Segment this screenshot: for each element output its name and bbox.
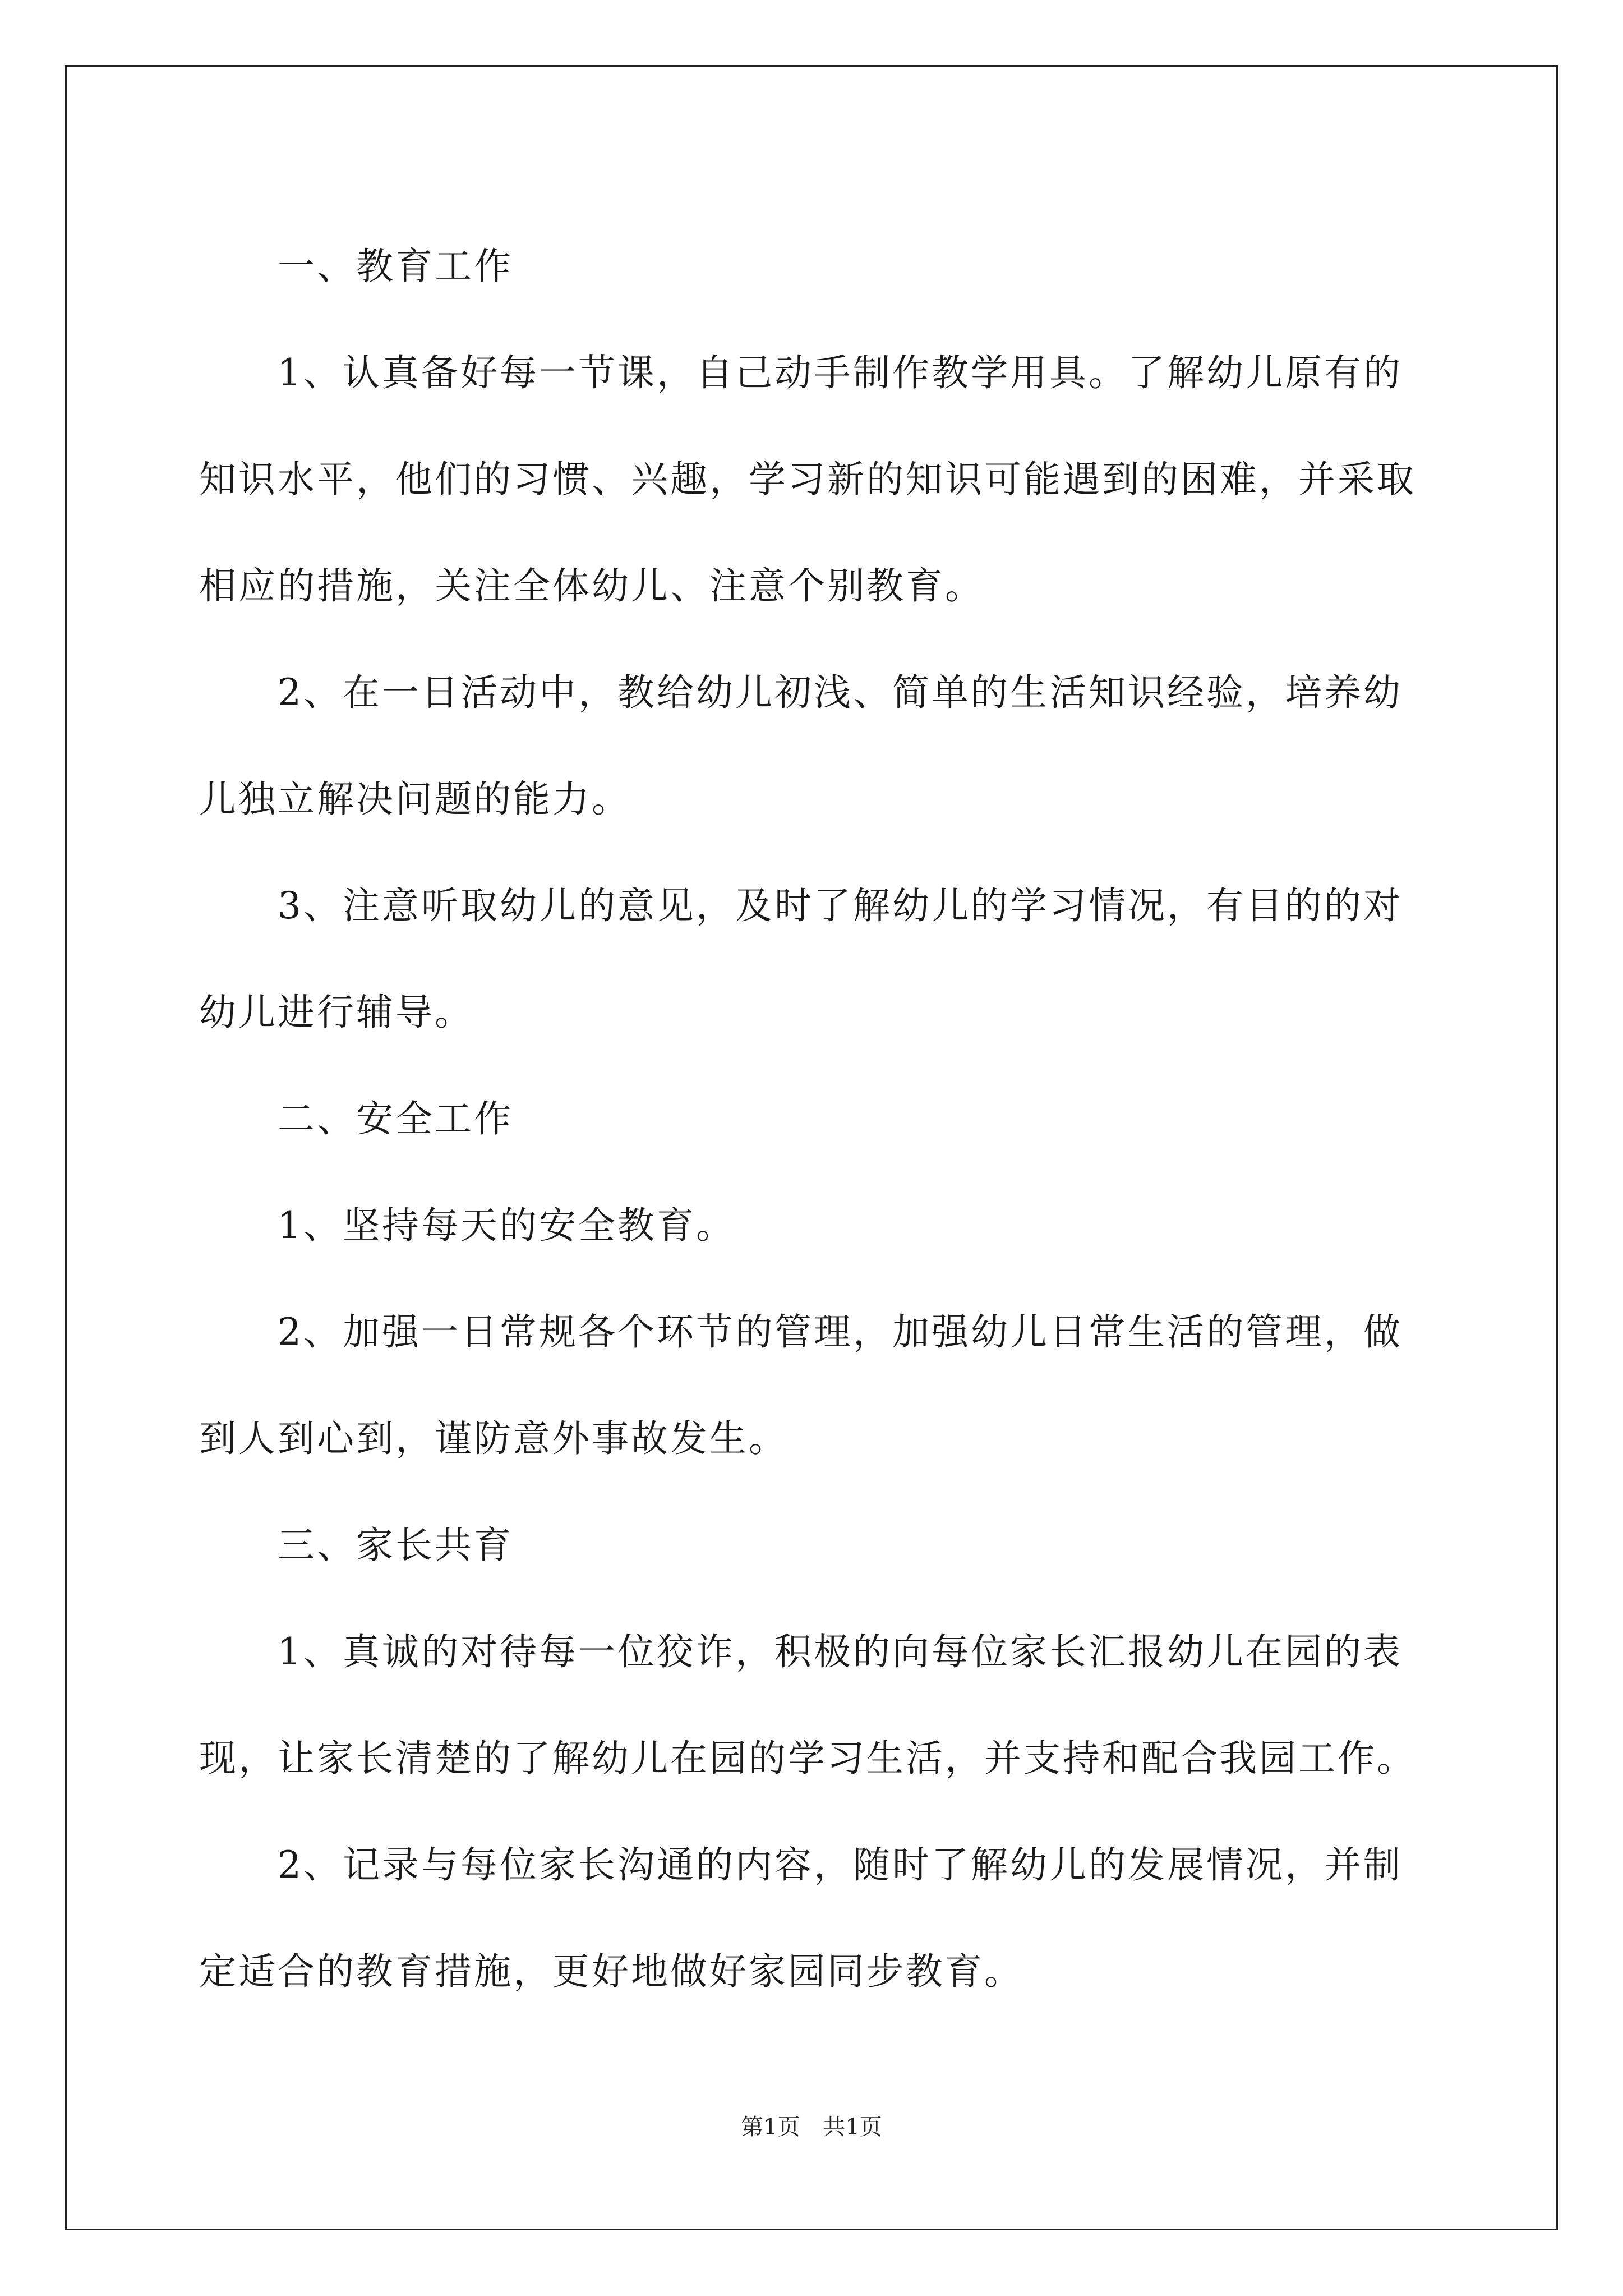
paragraph-parents-1: 1、真诚的对待每一位狡诈，积极的向每位家长汇报幼儿在园的表现，让家长清楚的了解幼儿在园的学习生活，并支持和配合我园工作。 (199, 1630, 1416, 1780)
page-number-current: 第1页 (741, 2114, 800, 2140)
paragraph-education-2: 2、在一日活动中，教给幼儿初浅、简单的生活知识经验，培养幼儿独立解决问题的能力。 (199, 671, 1403, 821)
page-number-total: 共1页 (823, 2114, 882, 2140)
page-footer (0, 2110, 1623, 2144)
paragraph-safety-2: 2、加强一日常规各个环节的管理，加强幼儿日常生活的管理，做到人到心到，谨防意外事故发生。 (199, 1310, 1403, 1460)
document-body (199, 213, 1433, 2025)
paragraph-education-1: 1、认真备好每一节课，自己动手制作教学用具。了解幼儿原有的知识水平，他们的习惯、兴趣，学习新的知识可能遇到的困难，并采取相应的措施，关注全体幼儿、注意个别教育。 (199, 351, 1416, 608)
paragraph-parents-2: 2、记录与每位家长沟通的内容，随时了解幼儿的发展情况，并制定适合的教育措施，更好地做好家园同步教育。 (199, 1843, 1403, 1993)
section-heading-education: 一、教育工作 (278, 245, 513, 288)
section-heading-parents: 三、家长共育 (278, 1524, 513, 1567)
section-heading-safety: 二、安全工作 (278, 1097, 513, 1140)
paragraph-safety-1: 1、坚持每天的安全教育。 (278, 1204, 735, 1247)
paragraph-education-3: 3、注意听取幼儿的意见，及时了解幼儿的学习情况，有目的的对幼儿进行辅导。 (199, 884, 1403, 1034)
